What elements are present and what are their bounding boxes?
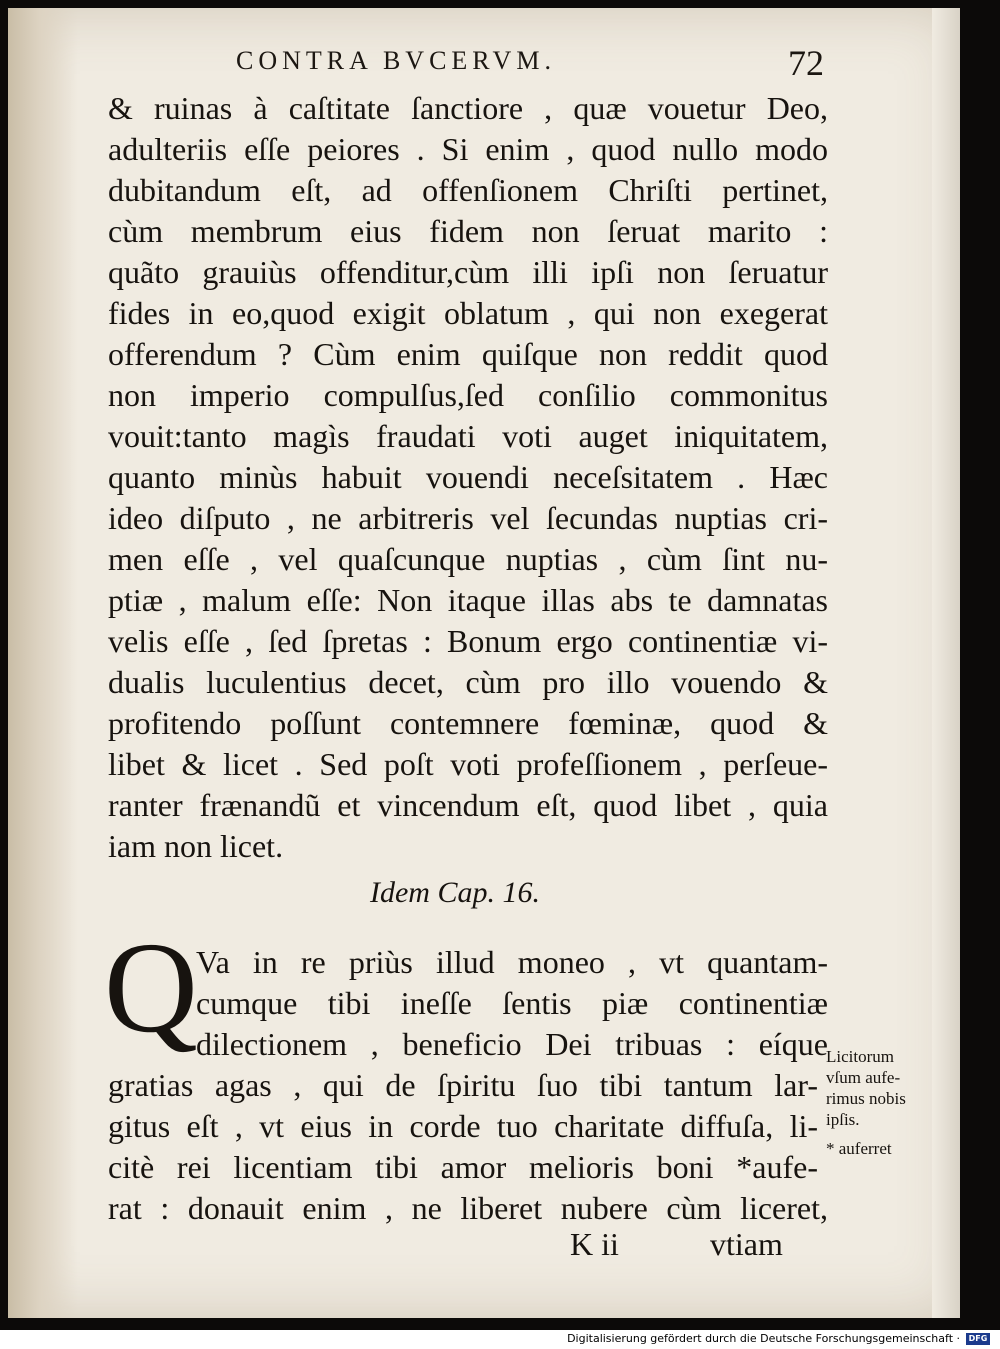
catchword: vtiam [710,1226,783,1262]
footer-bar [0,1330,1000,1349]
text-line: fides in eo,quod exigit oblatum , qui non exegerat [108,295,828,331]
marginal-line: * auferret [826,1139,892,1158]
drop-cap: Q [104,916,198,1060]
text-line: libet & licet . Sed poſt voti profeſſionem , perſeue- [108,746,828,782]
text-line: dualis luculentius decet, cùm pro illo vouendo & [108,664,828,700]
text-line: quãto grauiùs offenditur,cùm illi ipſi non ſeruatur [108,254,828,290]
text-line: iam non licet. [108,828,284,864]
marginal-line: vſum aufe- [826,1068,901,1087]
text-line: ideo diſputo , ne arbitreris vel ſecundas nuptias cri- [108,500,828,536]
text-line: dubitandum eſt, ad offenſionem Chriſti pertinet, [108,172,828,208]
text-line: gratias agas , qui de ſpiritu ſuo tibi tantum lar- [108,1067,818,1103]
running-head: CONTRA BVCERVM. [236,46,556,75]
page-edge [932,8,960,1318]
page-number: 72 [788,43,824,83]
dfg-logo: DFG [966,1333,990,1345]
marginal-line: ipſis. [826,1110,860,1129]
marginal-line: rimus nobis [826,1089,906,1108]
signature-mark: K ii [570,1226,619,1262]
marginal-line: Licitorum [826,1047,894,1066]
book-page [8,8,960,1318]
page-header [8,43,960,86]
text-line: gitus eſt , vt eius in corde tuo charitate diffuſa, li- [108,1108,818,1144]
text-line: non imperio compulſus,ſed conſilio commonitus [108,377,828,413]
text-line: cumque tibi ineſſe ſentis piæ continentiæ [196,985,828,1021]
text-line: ptiæ , malum eſſe: Non itaque illas abs te damnatas [108,582,828,618]
text-line: profitendo poſſunt contemnere fœminæ, quod & [108,705,828,741]
text-line: offerendum ? Cùm enim quiſque non reddit quod [108,336,828,372]
text-line: rat : donauit enim , ne liberet nubere cùm liceret, [108,1190,828,1226]
text-line: ranter frænandũ et vincendum eſt, quod libet , quia [108,787,828,823]
text-line: velis eſſe , ſed ſpretas : Bonum ergo continentiæ vi- [108,623,828,659]
text-line: Va in re priùs illud moneo , vt quantam- [196,944,828,980]
section-heading: Idem Cap. 16. [370,876,540,909]
text-line: quanto minùs habuit vouendi neceſsitatem . Hæc [108,459,828,495]
text-line: dilectionem , beneficio Dei tribuas : eíque [196,1026,828,1062]
text-line: adulteriis eſſe peiores . Si enim , quod nullo modo [108,131,828,167]
text-line: citè rei licentiam tibi amor melioris boni *aufe- [108,1149,818,1185]
text-line: vouit:tanto magìs fraudati voti auget iniquitatem, [108,418,828,454]
page-gutter-shadow [8,8,78,1318]
text-line: cùm membrum eius fidem non ſeruat marito : [108,213,828,249]
text-line: & ruinas à caſtitate ſanctiore , quæ vouetur Deo, [108,90,828,126]
funding-credit: Digitalisierung gefördert durch die Deutsche Forschungsgemeinschaft · [567,1332,960,1345]
text-line: men eſſe , vel quaſcunque nuptias , cùm ſint nu- [108,541,828,577]
